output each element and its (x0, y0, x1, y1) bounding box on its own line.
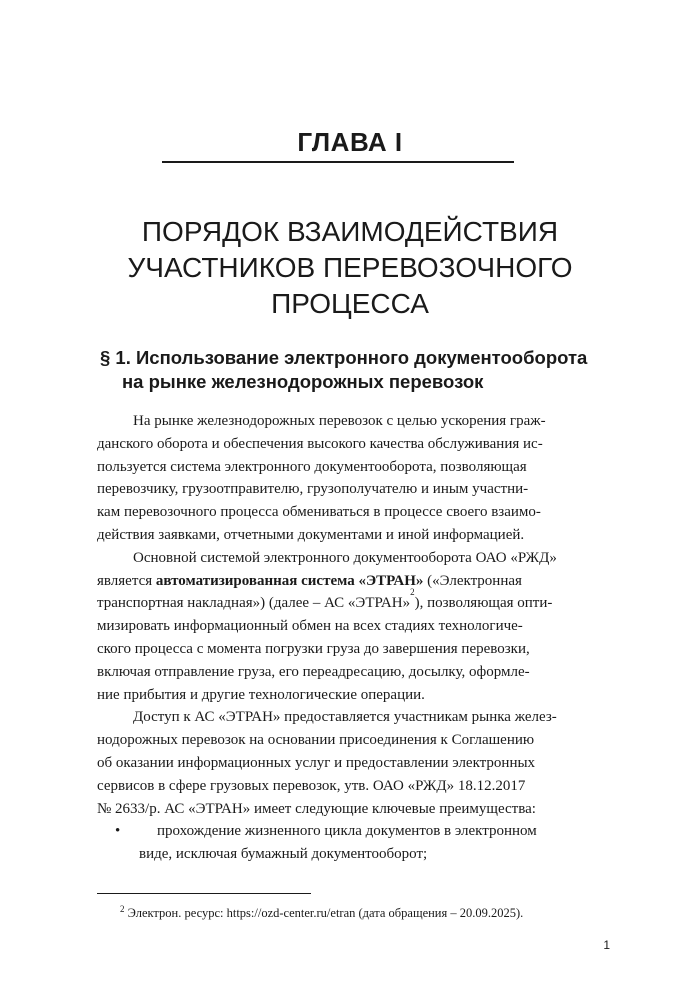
paragraph-1-line: кам перевозочного процесса обмениваться в процессе своего взаимо- (97, 504, 541, 521)
chapter-title-line-1: ПОРЯДОК ВЗАИМОДЕЙСТВИЯ (141, 216, 559, 247)
section-heading-line-1: § 1. Использование электронного документооборота (100, 347, 588, 368)
paragraph-2-line: ского процесса с момента погрузки груза до завершения перевозки, (97, 640, 530, 657)
paragraph-1-line: перевозчику, грузоотправителю, грузополучателю и иным участни- (97, 481, 529, 498)
chapter-underline (162, 161, 514, 163)
paragraph-1-line: данского оборота и обеспечения высокого качества обслуживания ис- (97, 435, 543, 452)
footnote-text: Электрон. ресурс: https://ozd-center.ru/etran (дата обращения – 20.09.2025). (124, 906, 524, 920)
list-item-text: виде, исключая бумажный документооборот; (139, 846, 428, 863)
chapter-title-line-2: УЧАСТНИКОВ ПЕРЕВОЗОЧНОГО (127, 252, 573, 283)
footnote (120, 905, 620, 921)
body-text (97, 410, 606, 866)
paragraph-2-line: включая отправление груза, его переадресацию, досылку, оформле- (97, 663, 530, 680)
section-heading-line-2: на рынке железнодорожных перевозок (122, 371, 484, 392)
paragraph-3-line: об оказании информационных услуг и предоставлении электронных (97, 754, 536, 771)
paragraph-2-line: Основной системой электронного документооборота ОАО «РЖД» (133, 549, 557, 566)
paragraph-3-line: Доступ к АС «ЭТРАН» предоставляется участникам рынка желез- (133, 709, 557, 726)
footnote-reference[interactable]: 2 (410, 587, 415, 598)
paragraph-3-line: сервисов в сфере грузовых перевозок, утв. ОАО «РЖД» 18.12.2017 (97, 777, 526, 794)
list-item-continuation (97, 843, 606, 866)
paragraph-1-line: действия заявками, отчетными документами и иной информацией. (97, 526, 525, 543)
chapter-title (60, 214, 640, 322)
paragraph-2-line: мизировать информационный обмен на всех стадиях технологиче- (97, 618, 523, 635)
paragraph-2-line: транспортная накладная») (далее – АС «ЭТРАН» 2 ), позволяющая опти- (97, 592, 606, 615)
chapter-title-line-3: ПРОЦЕССА (271, 288, 429, 319)
etran-system-name: автоматизированная система «ЭТРАН» (155, 572, 424, 589)
paragraph-1-line: На рынке железнодорожных перевозок с целью ускорения граж- (133, 413, 546, 429)
list-item (97, 820, 606, 843)
bullet-icon: • (115, 823, 121, 840)
paragraph-3-line: № 2633/р. АС «ЭТРАН» имеет следующие ключевые преимущества: (97, 800, 536, 817)
paragraph-2-line: ние прибытия и другие технологические операции. (97, 686, 425, 703)
footnote-number: 2 (120, 903, 125, 914)
list-item-text: прохождение жизненного цикла документов в электронном (157, 823, 537, 840)
paragraph-1-line: пользуется система электронного документооборота, позволяющая (97, 458, 527, 475)
page-number: 1 (603, 938, 610, 952)
footnote-separator (97, 893, 311, 894)
chapter-label: ГЛАВА I (297, 127, 403, 157)
paragraph-3-line: нодорожных перевозок на основании присоединения к Соглашению (97, 732, 535, 749)
paragraph-2-line: является автоматизированная система «ЭТРАН» («Электронная (97, 570, 606, 593)
section-heading (100, 346, 660, 394)
